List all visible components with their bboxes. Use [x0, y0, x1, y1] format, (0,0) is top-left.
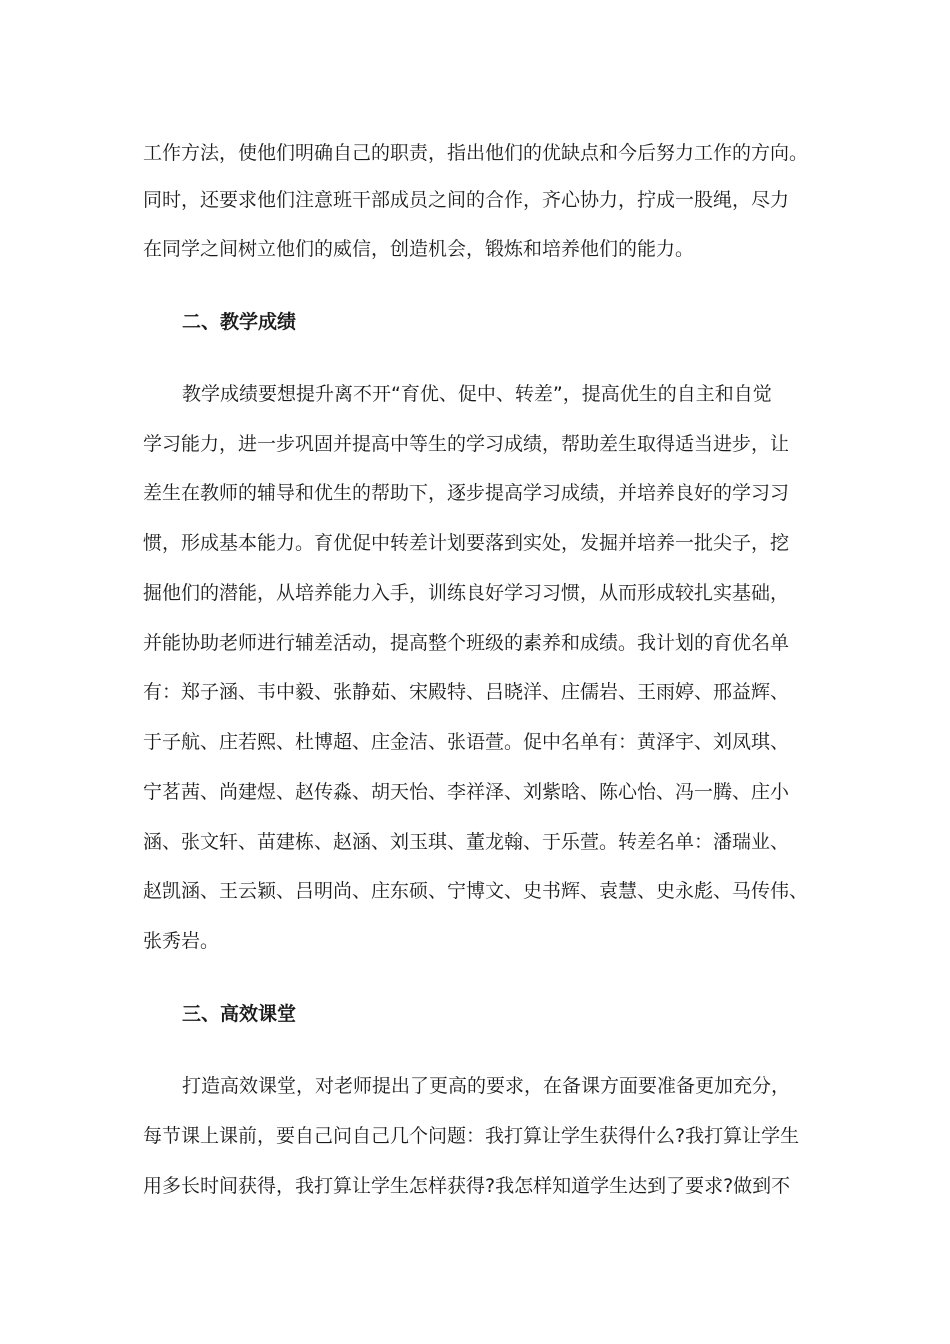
paragraph-line: 有：郑子涵、韦中毅、张静茹、宋殿特、吕晓洋、庄儒岩、王雨婷、邢益辉、	[143, 681, 790, 703]
paragraph-line: 打造高效课堂，对老师提出了更高的要求，在备课方面要准备更加充分，	[182, 1075, 791, 1097]
paragraph-line: 并能协助老师进行辅差活动，提高整个班级的素养和成绩。我计划的育优名单	[143, 632, 790, 654]
paragraph-line: 掘他们的潜能，从培养能力入手，训练良好学习习惯，从而形成较扎实基础，	[143, 582, 790, 604]
paragraph-line: 教学成绩要想提升离不开“育优、促中、转差”，提高优生的自主和自觉	[182, 383, 772, 405]
paragraph-line: 惯，形成基本能力。育优促中转差计划要落到实处，发掘并培养一批尖子，挖	[143, 532, 790, 554]
section-heading-efficient-classroom: 三、高效课堂	[182, 1003, 297, 1025]
paragraph-line: 宁茗茜、尚建煜、赵传淼、胡天怡、李祥泽、刘紫晗、陈心怡、冯一腾、庄小	[143, 781, 790, 803]
paragraph-line: 于子航、庄若熙、杜博超、庄金洁、张语萱。促中名单有：黄泽宇、刘凤琪、	[143, 731, 790, 753]
paragraph-line: 用多长时间获得，我打算让学生怎样获得?我怎样知道学生达到了要求?做到不	[143, 1175, 791, 1197]
paragraph-line: 在同学之间树立他们的威信，创造机会，锻炼和培养他们的能力。	[143, 238, 695, 260]
paragraph-line: 每节课上课前，要自己问自己几个问题：我打算让学生获得什么?我打算让学生	[143, 1125, 800, 1147]
section-heading-teaching-results: 二、教学成绩	[182, 311, 297, 333]
paragraph-line: 学习能力，进一步巩固并提高中等生的学习成绩，帮助差生取得适当进步，让	[143, 433, 790, 455]
paragraph-line: 张秀岩。	[143, 930, 220, 952]
paragraph-line: 差生在教师的辅导和优生的帮助下，逐步提高学习成绩，并培养良好的学习习	[143, 482, 790, 504]
paragraph-line: 工作方法，使他们明确自己的职责，指出他们的优缺点和今后努力工作的方向。	[143, 142, 809, 164]
paragraph-line: 涵、张文轩、苗建栋、赵涵、刘玉琪、董龙翰、于乐萱。转差名单：潘瑞业、	[143, 831, 790, 853]
paragraph-line: 同时，还要求他们注意班干部成员之间的合作，齐心协力，拧成一股绳，尽力	[143, 189, 790, 211]
paragraph-line: 赵凯涵、王云颖、吕明尚、庄东硕、宁博文、史书辉、袁慧、史永彪、马传伟、	[143, 880, 809, 902]
